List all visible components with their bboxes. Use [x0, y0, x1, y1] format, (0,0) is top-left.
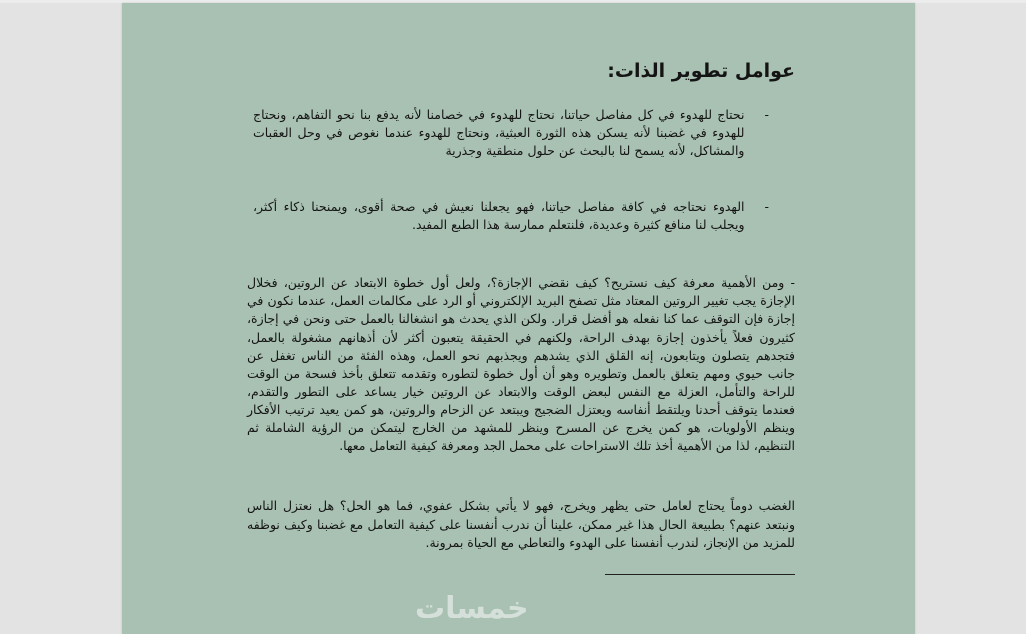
- document-title: عوامل تطوير الذات:: [607, 60, 795, 82]
- paragraph-rest-and-routine: - ومن الأهمية معرفة كيف نستريح؟ كيف نقضي الإجازة؟، ولعل أول خطوة الابتعاد عن الروتين، فخلال الإجازة يجب تغيير الروتين المعتاد مثل تصفح البريد الإلكتروني أو الرد على مكالمات العمل، عندما نكون في إجازة فإن التوقف عما كنا نفعله هو أفضل قرار. ولكن الذي يحدث هو انشغالنا بالعمل حتى ونحن في إجازة، كثيرون فعلاً يأخذون إجازة بهدف الراحة، ولكنهم في الحقيقة يتعبون أكثر لأن أذهانهم مشغولة بالعمل، فتجدهم يتصلون ويتابعون، إنه القلق الذي يشدهم ويجذبهم نحو العمل، وهذه الفئة من الناس تغفل عن جانب حيوي ومهم يتعلق بالعمل وتطويره وهو أن أول خطوة لتطوره وتقدمه تتعلق بأخذ فسحة من الوقت للراحة والتأمل، العزلة مع النفس لبعض الوقت والابتعاد عن الروتين خيار يساعد على التطور والتقدم، فعندما يتوقف أحدنا ويلتقط أنفاسه ويعتزل الضجيج ويبتعد عن الزحام والروتين، هو كمن يعيد ترتيب الأفكار وينظم الأولويات، هو كمن يخرج عن المسرح وينظر للمشهد من الخارج ليتمكن من الرؤية الشاملة ثم التنظيم، لذا من الأهمية أخذ تلك الاستراحات على محمل الجد ومعرفة كيفية التعامل معها.: [247, 275, 795, 454]
- bullet-text-calm-need: نحتاج للهدوء في كل مفاصل حياتنا، نحتاج للهدوء في خصامنا لأنه يدفع بنا نحو التفاهم، ونحتاج للهدوء في غضبنا لأنه يسكن هذه الثورة العبثية، ونحتاج للهدوء عندما نغوص في وحل العقبات والمشاكل، لأنه يسمح لنا بالبحث عن حلول منطقية وجذرية: [253, 106, 745, 158]
- paragraph-anger-management: الغضب دوماً يحتاج لعامل حتى يظهر ويخرج، فهو لا يأتي بشكل عفوي، فما هو الحل؟ هل نعتزل الناس ونبتعد عنهم؟ بطبيعة الحال هذا غير ممكن، علينا أن ندرب أنفسنا على كيفية التعامل مع غضبنا وكيف نوظفه للمزيد من الإنجاز، لندرب أنفسنا على الهدوء والتعاطي مع الحياة بمرونة.: [247, 498, 795, 550]
- bullet-dash-icon: -: [764, 198, 769, 214]
- bullet-item-calm-benefits: [247, 198, 795, 234]
- khamsat-watermark: خمسات: [415, 591, 529, 626]
- footnote-separator-line: [605, 574, 795, 575]
- bullet-dash-icon: -: [764, 106, 769, 122]
- document-content: [247, 3, 795, 575]
- document-page: [122, 3, 915, 634]
- bullet-text-calm-benefits: الهدوء نحتاجه في كافة مفاصل حياتنا، فهو يجعلنا نعيش في صحة أقوى، ويمنحنا ذكاء أكثر، ويجلب لنا منافع كثيرة وعديدة، فلنتعلم ممارسة هذا الطبع المفيد.: [253, 198, 745, 233]
- bullet-item-calm-need: [247, 106, 795, 160]
